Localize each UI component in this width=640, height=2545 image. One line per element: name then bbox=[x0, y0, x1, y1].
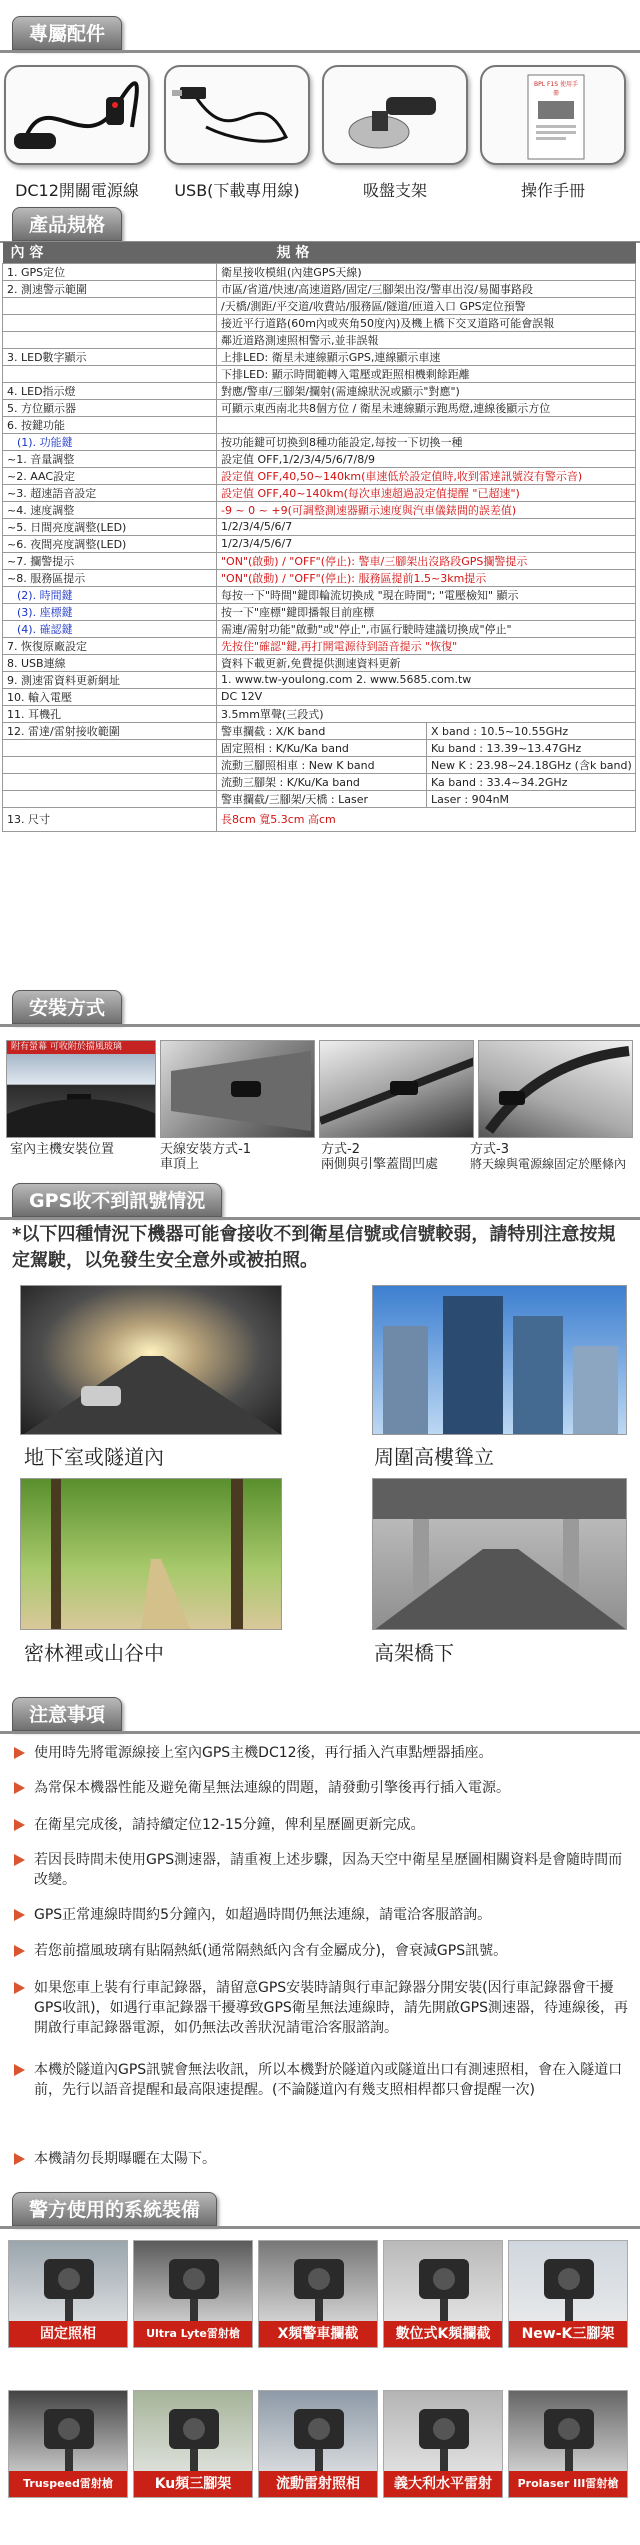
usb-cable-image bbox=[164, 65, 310, 165]
install-dashboard-photo bbox=[6, 1040, 156, 1138]
spec-key: (3). 座標鍵 bbox=[3, 603, 217, 620]
equipment-label: Prolaser III雷射槍 bbox=[509, 2471, 627, 2497]
spec-key: ~8. 服務區提示 bbox=[3, 569, 217, 586]
divider bbox=[0, 2226, 640, 2229]
spec-row bbox=[3, 705, 636, 722]
spec-value: 設定值 OFF,40~140km(每次車速超過設定值提醒 "已超速") bbox=[217, 484, 636, 501]
spec-row bbox=[3, 671, 636, 688]
spec-row bbox=[3, 637, 636, 654]
spec-key: 8. USB連線 bbox=[3, 654, 217, 671]
manual-image bbox=[480, 65, 626, 165]
spec-row bbox=[3, 280, 636, 297]
spec-row bbox=[3, 620, 636, 637]
install-subcaption: 將天線與電源線固定於壓條內 bbox=[470, 1157, 627, 1171]
equipment-item bbox=[258, 2390, 378, 2498]
band-range: Ku band : 13.39~13.47GHz bbox=[431, 741, 582, 755]
spec-row bbox=[3, 654, 636, 671]
section-header-equipment: 警方使用的系統裝備 bbox=[12, 2192, 217, 2226]
equipment-label: X頻警車攔截 bbox=[259, 2321, 377, 2347]
dc12-cable-image bbox=[4, 65, 150, 165]
band-key bbox=[3, 756, 217, 773]
note-item: 使用時先將電源線接上室內GPS主機DC12後，再行插入汽車點煙器插座。 bbox=[14, 1743, 630, 1763]
spec-row bbox=[3, 535, 636, 552]
spec-row bbox=[3, 263, 636, 280]
note-item: GPS正常連線時間約5分鐘內，如超過時間仍無法連線，請電洽客服諮詢。 bbox=[14, 1905, 630, 1925]
band-row bbox=[3, 756, 636, 773]
spec-row bbox=[3, 297, 636, 314]
spec-row bbox=[3, 382, 636, 399]
note-item: 本機請勿長期曝曬在太陽下。 bbox=[14, 2149, 630, 2169]
divider bbox=[0, 1217, 640, 1220]
band-cell bbox=[217, 790, 636, 807]
divider bbox=[0, 1024, 640, 1027]
spec-table bbox=[2, 242, 636, 832]
spec-key: 3. LED數字顯示 bbox=[3, 348, 217, 365]
band-range: X band : 10.5~10.55GHz bbox=[431, 724, 569, 738]
install-caption: 方式-2 bbox=[321, 1142, 360, 1157]
band-cell bbox=[217, 773, 636, 790]
band-row bbox=[3, 790, 636, 807]
spec-key: ~6. 夜間亮度調整(LED) bbox=[3, 535, 217, 552]
spec-value: -9 ~ 0 ~ +9(可調整測速器顯示速度與汽車儀錶間的誤差值) bbox=[217, 501, 636, 518]
band-name: 流動三腳照相車 : New K band bbox=[217, 757, 427, 773]
install-seal-photo bbox=[478, 1040, 633, 1138]
equipment-item bbox=[133, 2240, 253, 2348]
gps-caption: 高架橋下 bbox=[374, 1641, 454, 1665]
spec-key: 2. 測速警示範圍 bbox=[3, 280, 217, 297]
band-key bbox=[3, 790, 217, 807]
spec-value bbox=[217, 416, 636, 433]
spec-key: ~1. 音量調整 bbox=[3, 450, 217, 467]
divider bbox=[0, 1731, 640, 1734]
spec-value: 衛星接收模組(內建GPS天線) bbox=[217, 263, 636, 280]
spec-key: 5. 方位顯示器 bbox=[3, 399, 217, 416]
spec-row bbox=[3, 314, 636, 331]
band-range: Laser : 904nM bbox=[431, 792, 510, 806]
gps-caption: 地下室或隧道內 bbox=[24, 1445, 164, 1469]
spec-row bbox=[3, 501, 636, 518]
spec-key: 9. 測速雷資料更新網址 bbox=[3, 671, 217, 688]
manual-cover-text: BPL F1S 使用手冊 bbox=[534, 81, 578, 97]
accessory-label: 吸盤支架 bbox=[362, 181, 427, 200]
spec-value: 接近平行道路(60m內或夾角50度內)及機上橋下交叉道路可能會誤報 bbox=[217, 314, 636, 331]
skyscraper-photo bbox=[372, 1285, 627, 1435]
spec-key: ~7. 攔警提示 bbox=[3, 552, 217, 569]
spec-row bbox=[3, 467, 636, 484]
spec-row bbox=[3, 433, 636, 450]
spec-value: 對應/警車/三腳架/攔射(需連線狀況或顯示"對應") bbox=[217, 382, 636, 399]
spec-row bbox=[3, 518, 636, 535]
band-cell bbox=[217, 739, 636, 756]
spec-row-size bbox=[3, 807, 636, 831]
section-header-specs: 產品規格 bbox=[12, 207, 122, 241]
spec-value: 上排LED: 衛星未連線顯示GPS,連線顯示車速 bbox=[217, 348, 636, 365]
note-item: 本機於隧道內GPS訊號會無法收訊，所以本機對於隧道內或隧道出口有測速照相，會在入隧道口前，先行以語音提醒和最高限速提醒。(不論隧道內有幾支照相桿都只會提醒一次) bbox=[14, 2060, 630, 2100]
spec-value: /天橋/測距/平交道/收費站/服務區/隧道/匝道入口 GPS定位預警 bbox=[217, 297, 636, 314]
spec-value: "ON"(啟動) / "OFF"(停止): 服務區提前1.5~3km提示 bbox=[217, 569, 636, 586]
gps-caption: 周圍高樓聳立 bbox=[374, 1445, 494, 1469]
band-key bbox=[3, 773, 217, 790]
spec-value: 按功能鍵可切換到8種功能設定,每按一下切換一種 bbox=[217, 433, 636, 450]
band-row bbox=[3, 739, 636, 756]
equipment-item bbox=[258, 2240, 378, 2348]
suction-mount-image bbox=[322, 65, 468, 165]
spec-key: 7. 恢復原廠設定 bbox=[3, 637, 217, 654]
install-subcaption: 兩側與引擎蓋間凹處 bbox=[321, 1157, 439, 1172]
spec-value: 先按住"確認"鍵,再打開電源待到語音提示 "恢復" bbox=[217, 637, 636, 654]
spec-key: 13. 尺寸 bbox=[3, 807, 217, 831]
spec-row bbox=[3, 416, 636, 433]
equipment-item bbox=[383, 2240, 503, 2348]
spec-key bbox=[3, 297, 217, 314]
equipment-item bbox=[383, 2390, 503, 2498]
equipment-label: 數位式K頻攔截 bbox=[384, 2321, 502, 2347]
spec-row bbox=[3, 450, 636, 467]
spec-row bbox=[3, 603, 636, 620]
spec-row bbox=[3, 399, 636, 416]
install-banner: 附有螢幕 可收附於擋風玻璃 bbox=[7, 1041, 155, 1054]
equipment-label: 流動雷射照相 bbox=[259, 2471, 377, 2497]
band-name: 固定照相 : K/Ku/Ka band bbox=[217, 740, 427, 756]
note-item: 在衛星完成後，請持續定位12-15分鐘，俾利星歷圖更新完成。 bbox=[14, 1815, 630, 1835]
forest-photo bbox=[20, 1478, 282, 1630]
gps-caption: 密林裡或山谷中 bbox=[24, 1641, 164, 1665]
band-name: 警車攔截 : X/K band bbox=[217, 723, 427, 739]
install-caption: 天線安裝方式-1 bbox=[160, 1142, 251, 1157]
band-row bbox=[3, 722, 636, 739]
tunnel-photo bbox=[20, 1285, 282, 1435]
spec-value: 長8cm 寬5.3cm 高cm bbox=[217, 807, 636, 831]
spec-key: ~4. 速度調整 bbox=[3, 501, 217, 518]
band-row bbox=[3, 773, 636, 790]
band-cell bbox=[217, 756, 636, 773]
band-range: New K : 23.98~24.18GHz (含k band) bbox=[431, 758, 632, 772]
spec-row bbox=[3, 586, 636, 603]
equipment-item bbox=[508, 2390, 628, 2498]
spec-value: 可顯示東西南北共8個方位 / 衛星未連線顯示跑馬燈,連線後顯示方位 bbox=[217, 399, 636, 416]
spec-value: DC 12V bbox=[217, 688, 636, 705]
spec-row bbox=[3, 484, 636, 501]
accessory-label: DC12開關電源線 bbox=[15, 181, 139, 200]
gps-intro: *以下四種情況下機器可能會接收不到衛星信號或信號較弱，請特別注意按規定駕駛，以免發生安全意外或被拍照。 bbox=[12, 1224, 616, 1271]
spec-value: 資料下載更新,免費提供測速資料更新 bbox=[217, 654, 636, 671]
equipment-label: 固定照相 bbox=[9, 2321, 127, 2347]
install-hood-photo bbox=[319, 1040, 474, 1138]
section-header-install: 安裝方式 bbox=[12, 990, 122, 1024]
spec-value: 設定值 OFF,40,50~140km(車速低於設定值時,收到雷達訊號沒有警示音) bbox=[217, 467, 636, 484]
spec-header-spec: 規 格 bbox=[217, 242, 636, 263]
equipment-item bbox=[133, 2390, 253, 2498]
spec-value: 3.5mm單聲(三段式) bbox=[217, 705, 636, 722]
spec-value: 按一下"座標"鍵即播報目前座標 bbox=[217, 603, 636, 620]
band-cell bbox=[217, 722, 636, 739]
spec-row bbox=[3, 569, 636, 586]
band-key: 12. 雷達/雷射接收範圍 bbox=[3, 722, 217, 739]
section-header-gps: GPS收不到訊號情況 bbox=[12, 1183, 222, 1217]
band-name: 警車攔截/三腳架/天橋 : Laser bbox=[217, 791, 427, 807]
divider bbox=[0, 50, 640, 53]
section-header-notes: 注意事項 bbox=[12, 1697, 122, 1731]
band-range: Ka band : 33.4~34.2GHz bbox=[431, 775, 568, 789]
note-item: 若因長時間未使用GPS測速器，請重複上述步驟，因為天空中衛星星歷圖相關資料是會隨時間而改變。 bbox=[14, 1850, 630, 1890]
note-item: 為常保本機器性能及避免衛星無法連線的問題，請發動引擎後再行插入電源。 bbox=[14, 1778, 630, 1798]
spec-key bbox=[3, 365, 217, 382]
spec-value: 需連/需射功能"啟動"或"停止",市區行駛時建議切換成"停止" bbox=[217, 620, 636, 637]
spec-key: 1. GPS定位 bbox=[3, 263, 217, 280]
spec-value: 1. www.tw-youlong.com 2. www.5685.com.tw bbox=[217, 671, 636, 688]
install-caption: 室內主機安裝位置 bbox=[10, 1142, 115, 1157]
spec-key: ~3. 超速語音設定 bbox=[3, 484, 217, 501]
spec-key: 11. 耳機孔 bbox=[3, 705, 217, 722]
spec-value: 每按一下"時間"鍵即輪流切換成 "現在時間"; "電壓檢知" 顯示 bbox=[217, 586, 636, 603]
install-roof-photo bbox=[160, 1040, 315, 1138]
spec-row bbox=[3, 552, 636, 569]
install-subcaption: 車頂上 bbox=[160, 1157, 200, 1172]
overpass-photo bbox=[372, 1478, 627, 1630]
spec-row bbox=[3, 365, 636, 382]
spec-value: 設定值 OFF,1/2/3/4/5/6/7/8/9 bbox=[217, 450, 636, 467]
accessory-label: 操作手冊 bbox=[520, 181, 585, 200]
equipment-item bbox=[8, 2240, 128, 2348]
equipment-label: New-K三腳架 bbox=[509, 2321, 627, 2347]
spec-value: "ON"(啟動) / "OFF"(停止): 警車/三腳架出沒路段GPS攔警提示 bbox=[217, 552, 636, 569]
equipment-item bbox=[508, 2240, 628, 2348]
note-item: 如果您車上裝有行車記錄器，請留意GPS安裝時請與行車記錄器分開安裝(因行車記錄器會干擾GPS收訊)，如遇行車記錄器干擾導致GPS衛星無法連線時，請先開啟GPS測速器，待連線後，再開啟行車記錄器電源，如仍無法改善狀況請電洽客服諮詢。 bbox=[14, 1978, 630, 2038]
spec-key: 4. LED指示燈 bbox=[3, 382, 217, 399]
section-header-accessories: 專屬配件 bbox=[12, 16, 122, 50]
spec-row bbox=[3, 688, 636, 705]
spec-header-content: 內 容 bbox=[3, 242, 217, 263]
spec-key: ~5. 日間亮度調整(LED) bbox=[3, 518, 217, 535]
spec-value: 市區/省道/快速/高速道路/固定/三腳架出沒/警車出沒/易闖事路段 bbox=[217, 280, 636, 297]
equipment-item bbox=[8, 2390, 128, 2498]
spec-key: (1). 功能鍵 bbox=[3, 433, 217, 450]
spec-key bbox=[3, 314, 217, 331]
equipment-label: 義大利水平雷射 bbox=[384, 2471, 502, 2497]
spec-key: 6. 按鍵功能 bbox=[3, 416, 217, 433]
spec-key: ~2. AAC設定 bbox=[3, 467, 217, 484]
spec-key: (2). 時間鍵 bbox=[3, 586, 217, 603]
spec-value: 1/2/3/4/5/6/7 bbox=[217, 518, 636, 535]
install-caption: 方式-3 bbox=[470, 1142, 509, 1157]
equipment-label: Ku頻三腳架 bbox=[134, 2471, 252, 2497]
spec-value: 1/2/3/4/5/6/7 bbox=[217, 535, 636, 552]
spec-value: 鄰近道路測速照相警示,並非誤報 bbox=[217, 331, 636, 348]
spec-key bbox=[3, 331, 217, 348]
note-item: 若您前擋風玻璃有貼隔熱紙(通常隔熱紙內含有金屬成分)，會衰減GPS訊號。 bbox=[14, 1941, 630, 1961]
band-key bbox=[3, 739, 217, 756]
spec-row bbox=[3, 348, 636, 365]
spec-key: (4). 確認鍵 bbox=[3, 620, 217, 637]
equipment-label: Ultra Lyte雷射槍 bbox=[134, 2321, 252, 2347]
accessory-label: USB(下載專用線) bbox=[174, 181, 300, 200]
spec-header-row bbox=[3, 242, 636, 263]
equipment-label: Truspeed雷射槍 bbox=[9, 2471, 127, 2497]
spec-value: 下排LED: 顯示時間範轉入電壓或距照相機剩餘距離 bbox=[217, 365, 636, 382]
spec-row bbox=[3, 331, 636, 348]
spec-key: 10. 輸入電壓 bbox=[3, 688, 217, 705]
band-name: 流動三腳架 : K/Ku/Ka band bbox=[217, 774, 427, 790]
